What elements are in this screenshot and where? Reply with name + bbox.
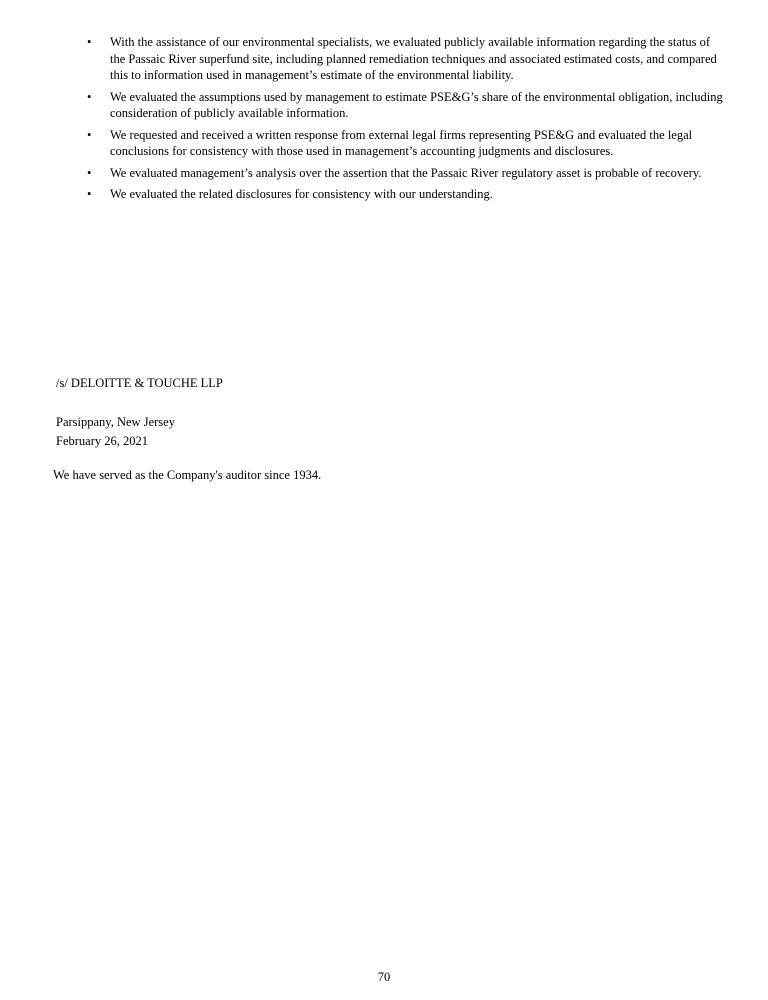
auditor-tenure-statement: We have served as the Company's auditor since 1934.: [53, 468, 322, 482]
bullet-icon: •: [87, 89, 92, 104]
list-item: [87, 186, 725, 203]
bullet-icon: •: [87, 35, 92, 49]
list-item: [87, 165, 725, 182]
signature-block: [56, 413, 175, 450]
list-item: [87, 89, 725, 122]
list-item-text: We evaluated management’s analysis over the assertion that the Passaic River regulatory asset is probable of recovery.: [110, 165, 702, 180]
list-item-text: We requested and received a written response from external legal firms representing PSE&G and evaluated the legal conclusions for consistency with those used in management’s accounting judgments and disclosures.: [110, 127, 693, 158]
audit-procedures-list: [0, 34, 768, 208]
list-item: [87, 127, 725, 160]
list-item-text: We evaluated the related disclosures for consistency with our understanding.: [110, 187, 493, 201]
list-item-text: With the assistance of our environmental specialists, we evaluated publicly available information regarding the status of the Passaic River superfund site, including planned remediation techniques and associated estimated costs, and compared this to information used in management’s estimate of the environmental liability.: [110, 35, 717, 82]
bullet-icon: •: [87, 127, 92, 142]
list-item-text: We evaluated the assumptions used by management to estimate PSE&G’s share of the environmental obligation, including consideration of publicly available information.: [110, 89, 723, 120]
page-number: 70: [377, 970, 391, 984]
bullet-icon: •: [87, 187, 92, 201]
signature-date: February 26, 2021: [56, 433, 148, 448]
signature-location: Parsippany, New Jersey: [56, 415, 175, 429]
list-item: [87, 34, 725, 84]
auditor-signature: /s/ DELOITTE & TOUCHE LLP: [56, 376, 223, 390]
bullet-icon: •: [87, 165, 92, 180]
